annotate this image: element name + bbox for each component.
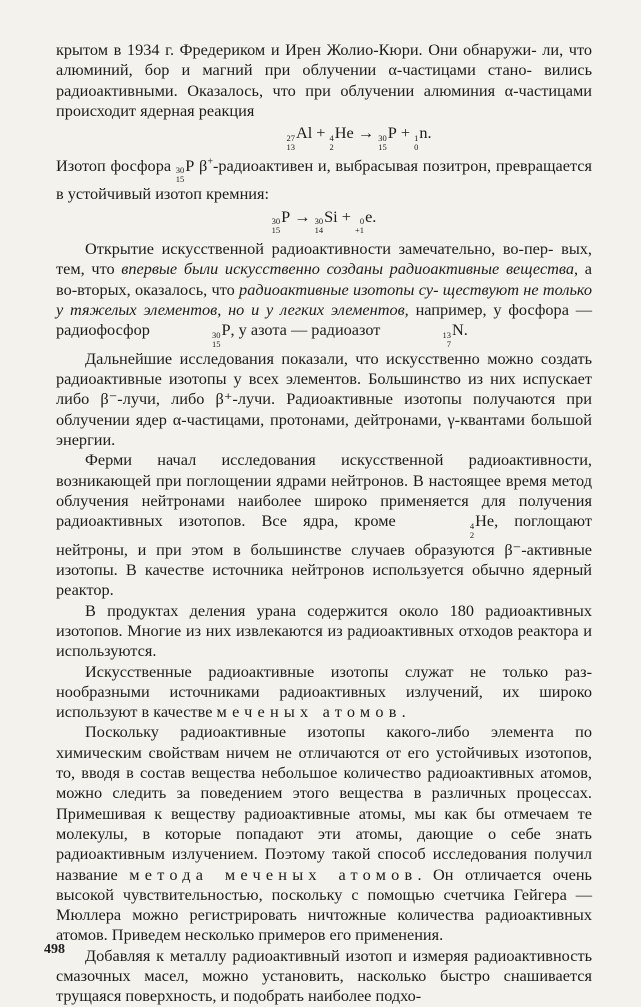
nuclide-neutron: 1 0 n [414,123,428,152]
line: ли, что алюминий, бор и магний при облучении α-частицами стано- [56,40,592,80]
paragraph-8: Поскольку радиоактивные изотопы какого-либо элемента по химическим свойствам ничем не отличаются от его устойчивых изотопов, то, вводя в состав вещества небольшое количество радиоактивных атомов, можно следить за поведением этого вещества в различных процессах. Примешивая к веществу радиоактивные атомы, мы как бы отмечаем те молекулы, в которые попадают эти атомы, дающие о себе знать радиоактивным излучением. Поэтому такой способ исследования получил название метода меченых атомов. Он отличается очень высокой чувствительностью, поскольку с помощью счетчика Гейгера — Мюллера можно регистрировать ничтожные количества радиоактивных атомов. Приведем несколько примеров его применения. [56,722,592,945]
paragraph-4: Дальнейшие исследования показали, что искусственно можно создать радиоактивные изотопы у всех элементов. Большинство из них испускает либо β⁻-лучи, либо β⁺-лучи. Радиоактивные изотопы получаются при облучении ядер α-частицами, протонами, дейтронами, γ-квантами большой энергии. [56,348,592,450]
body-text [56,40,592,1007]
nuclide-p-inline: 30 15 P [175,155,195,185]
positron: 0 +1 e [355,206,373,236]
paragraph-1 [56,40,592,121]
paragraph-9: Добавляя к металлу радиоактивный изотоп и измеряя радиоактивность смазочных масел, можно установить, насколько быстро снашивается трущаяся поверхность, и подобрать наиболее подхо- [56,945,592,1006]
paragraph-7: Искусственные радиоактивные изотопы служат не только разнообразными источниками радиоактивных излучений, их широко используют в качестве меченых атомов. [56,661,592,722]
paragraph-5: Ферми начал исследования искусственной радиоактивности, возникающей при поглощении ядрами нейтронов. В настоящее время метод облучения нейтронами наиболее широко применяется для получения радиоактивных изотопов. Все ядра, кроме 4 2 He, поглощают нейтроны, и при этом в большинстве случаев образуются β⁻-активные изотопы. В качестве источника нейтронов используется обычно ядерный реактор. [56,450,592,600]
nuclide-al: 27 13 Al [286,123,313,152]
nuclide-radiophosphorus: 30 15 P [211,320,231,349]
paragraph-3: Открытие искусственной радиоактивности замечательно, во-пер- вых, тем, что впервые были искусственно созданы радиоактивные вещества, а во-вторых, оказалось, что радиоактивные изотопы су- ществуют не только у тяжелых элементов, но и у легких элементов, например, у фосфора — радиофосфор 30 15 P, у азота — радиоазот 13 7 N. [56,239,593,349]
decay-equation: 30 15 P → 30 14 Si + 0 +1 e. [271,206,377,236]
paragraph-6: В продуктах деления урана содержится около 180 радиоактивных изотопов. Многие из них извлекаются из радиоактивных отходов реактора и используются. [56,600,592,661]
page-number: 498 [44,942,65,957]
nuclide-he: 4 2 He [329,123,354,152]
nuclide-radionitrogen: 13 7 N [442,320,464,349]
nuclide-si: 30 14 Si [314,206,338,236]
nuclear-reaction-equation: 27 13 Al + 4 2 He → 30 15 P + 1 0 n. [286,123,432,152]
line: α-частицами происходит ядерная реакция [56,80,592,120]
line: крытом в 1934 г. Фредериком и Ирен Жолио-Кюри. Они обнаружи- [56,40,537,59]
nuclide-he-inline: 4 2 He [469,511,495,540]
nuclide-p: 30 15 P [378,123,397,152]
line: вились радиоактивными. Оказалось, что при облучении алюминия [56,60,592,100]
nuclide-p: 30 15 P [271,206,291,236]
paragraph-2: Изотоп фосфора 30 15 P β+-радиоактивен и, выбрасывая позитрон, превращается в устойчивый изотоп кремния: [56,155,592,204]
